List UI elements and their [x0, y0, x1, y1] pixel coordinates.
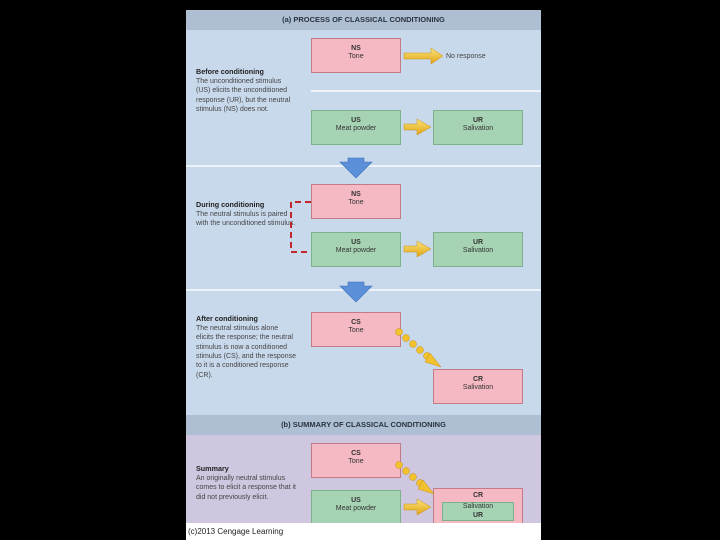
during-ns-label: Tone	[348, 199, 364, 207]
summary-title: Summary	[196, 464, 229, 473]
summary-us-label: Meat powder	[335, 505, 377, 513]
during-title: During conditioning	[196, 200, 265, 209]
dotted-arrow-cs-to-cr	[396, 329, 442, 368]
arrow-summary-us-to-cr	[404, 499, 431, 515]
after-cr-label: Salivation	[462, 384, 494, 392]
arrow-ns-to-no-response	[404, 48, 443, 64]
summary-cr-label: Salivation	[462, 503, 494, 511]
diagram-arrows	[186, 10, 541, 530]
after-title: After conditioning	[196, 314, 258, 323]
down-arrow-2	[340, 282, 372, 302]
after-text: The neutral stimulus alone elicits the response; the neutral stimulus is now a conditioned stimulus (CS), and the response to it is a conditioned response (CR).	[196, 324, 296, 379]
arrow-before-us-to-ur	[404, 119, 431, 135]
no-response-label: No response	[446, 53, 486, 60]
summary-cs-label: Tone	[348, 458, 364, 466]
during-us-abbr: US	[351, 239, 361, 246]
during-ur-label: Salivation	[462, 247, 494, 255]
diagram-panel	[186, 10, 541, 530]
arrow-during-us-to-ur	[404, 241, 431, 257]
before-us-abbr: US	[351, 117, 361, 124]
before-ns-abbr: NS	[351, 45, 361, 52]
header-process: (a) PROCESS OF CLASSICAL CONDITIONING	[186, 10, 541, 30]
during-ur-abbr: UR	[472, 239, 484, 246]
before-ns-label: Tone	[348, 53, 364, 61]
credit-line: (c)2013 Cengage Learning	[186, 523, 541, 540]
summary-us-abbr: US	[351, 497, 361, 504]
after-cr-abbr: CR	[472, 376, 484, 383]
during-us-label: Meat powder	[335, 247, 377, 255]
pairing-bracket	[291, 202, 311, 252]
down-arrow-1	[340, 158, 372, 178]
summary-ur-abbr: UR	[472, 511, 484, 519]
before-us-label: Meat powder	[335, 125, 377, 133]
before-title: Before conditioning	[196, 67, 264, 76]
before-ur-abbr: UR	[472, 117, 484, 124]
during-text: The neutral stimulus is paired with the unconditioned stimulus.	[196, 210, 296, 228]
dotted-arrow-summary-cs-to-cr	[396, 462, 435, 495]
after-cs-abbr: CS	[351, 319, 361, 326]
during-ns-abbr: NS	[351, 191, 361, 198]
before-ur-label: Salivation	[462, 125, 494, 133]
header-summary: (b) SUMMARY OF CLASSICAL CONDITIONING	[186, 415, 541, 435]
before-text: The unconditioned stimulus (US) elicits the unconditioned response (UR), but the neutral stimulus (NS) does not.	[196, 77, 291, 114]
summary-text: An originally neutral stimulus comes to elicit a response that it did not previously elicit.	[196, 474, 296, 501]
summary-cr-abbr: CR	[472, 492, 484, 499]
after-cs-label: Tone	[348, 327, 364, 335]
summary-cs-abbr: CS	[351, 450, 361, 457]
